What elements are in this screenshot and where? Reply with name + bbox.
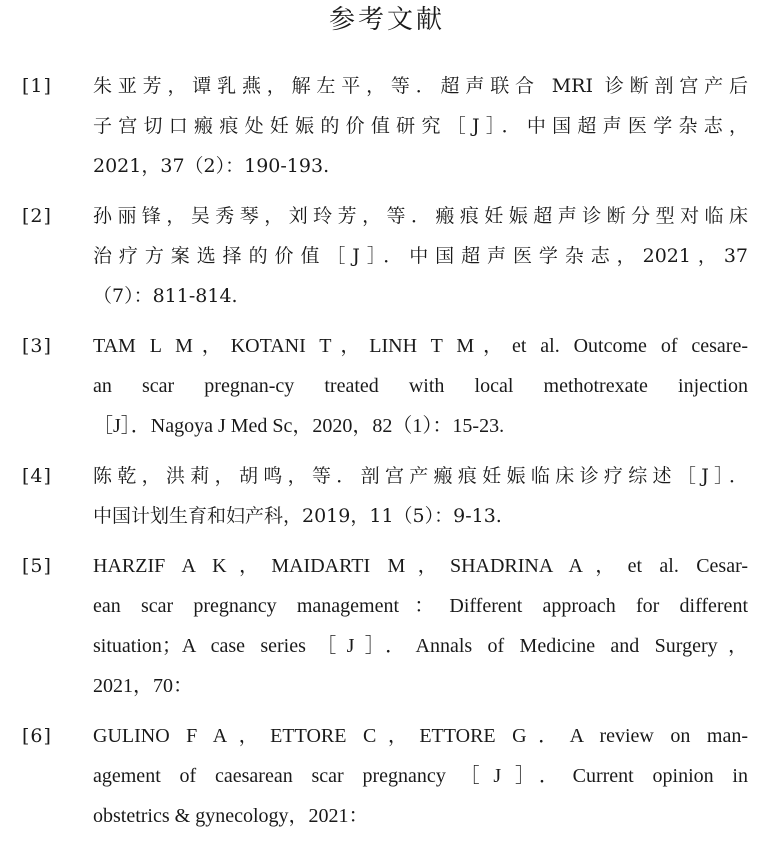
reference-number: [6] [22,725,52,747]
reference-line: （7）：811-814. [93,285,238,307]
reference-line: agement of caesarean scar pregnancy［J］．Current opinion in [93,765,748,787]
reference-text [93,546,748,706]
reference-item-1 [0,66,774,186]
reference-item-5 [0,546,774,706]
reference-text [93,456,748,536]
reference-number: [4] [22,465,52,487]
reference-line: 2021，70： [93,675,193,697]
reference-number: [5] [22,555,52,577]
reference-number: [2] [22,205,52,227]
reference-line: 子宫切口瘢痕处妊娠的价值研究［J］．中国超声医学杂志， [93,115,748,137]
page-title: 参考文献 [328,5,445,35]
reference-line: 2021，37（2）：190-193. [93,155,330,177]
reference-line: an scar pregnan-cy treated with local methotrexate injection [93,375,748,397]
reference-item-4 [0,456,774,536]
reference-line: 朱亚芳，谭乳燕，解左平，等．超声联合 MRI 诊断剖宫产后 [93,75,748,97]
reference-line: 陈乾，洪莉，胡鸣，等．剖宫产瘢痕妊娠临床诊疗综述［J］． [93,465,748,487]
reference-list [0,66,774,846]
reference-line: ean scar pregnancy management：Different approach for different [93,595,748,617]
reference-item-3 [0,326,774,446]
reference-text [93,66,748,186]
reference-line: ［J］．Nagoya J Med Sc，2020，82（1）：15-23. [93,415,505,437]
reference-item-6 [0,716,774,836]
reference-line: 孙丽锋，吴秀琴，刘玲芳，等．瘢痕妊娠超声诊断分型对临床 [93,205,748,227]
reference-item-2 [0,196,774,316]
reference-text [93,716,748,836]
reference-text [93,196,748,316]
reference-line: 中国计划生育和妇产科，2019，11（5）：9-13. [93,505,502,527]
reference-line: 治疗方案选择的价值［J］．中国超声医学杂志，2021，37 [93,245,748,267]
reference-line: HARZIF A K，MAIDARTI M，SHADRINA A，et al. Cesar- [93,555,748,577]
reference-line: GULINO F A，ETTORE C，ETTORE G．A review on man- [93,725,748,747]
reference-number: [3] [22,335,52,357]
reference-text [93,326,748,446]
reference-line: TAM L M，KOTANI T，LINH T M，et al. Outcome of cesare- [93,335,748,357]
reference-line: situation；A case series［J］．Annals of Medicine and Surgery， [93,635,748,657]
reference-line: obstetrics & gynecology，2021： [93,805,369,827]
reference-number: [1] [22,75,52,97]
